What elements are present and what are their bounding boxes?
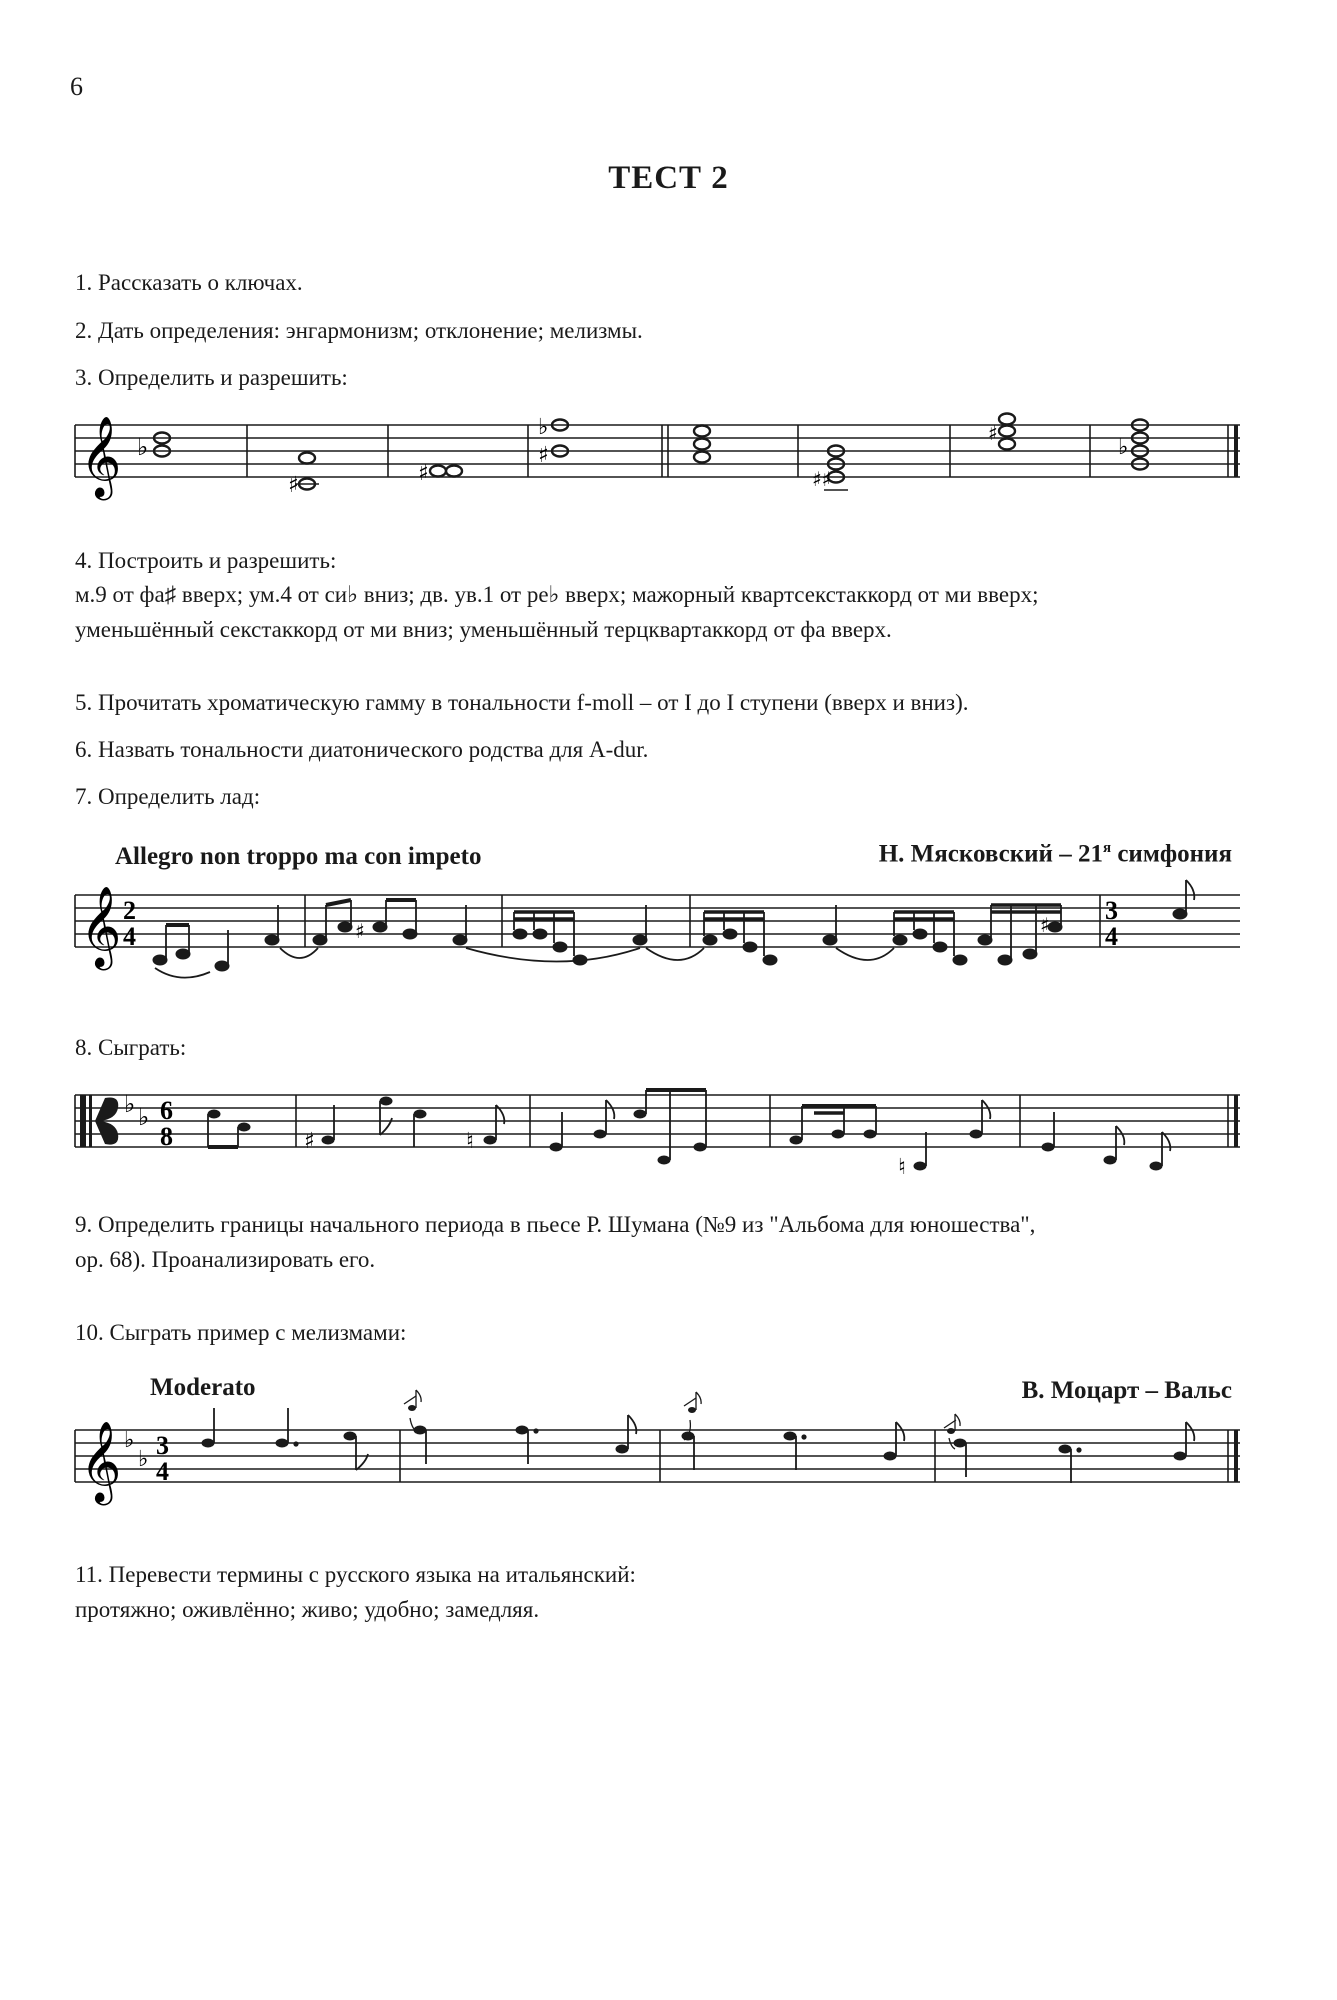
time-sig-bottom: 4: [156, 1457, 169, 1486]
task-6: 6. Назвать тональности диатонического родства для A-dur.: [75, 737, 649, 762]
svg-text:♭: ♭: [137, 433, 149, 461]
time-sig-top: 3: [156, 1431, 169, 1460]
task-4-heading: 4. Построить и разрешить:: [75, 548, 337, 573]
svg-text:♭: ♭: [138, 1447, 149, 1472]
svg-text:♮: ♮: [466, 1129, 474, 1154]
svg-text:♭: ♭: [124, 1428, 135, 1453]
page-title: ТЕСТ 2: [608, 160, 729, 196]
credit-sup: я: [1102, 840, 1112, 856]
task-2: 2. Дать определения: энгармонизм; отклонение; мелизмы.: [75, 318, 643, 343]
svg-text:♭: ♭: [138, 1103, 150, 1131]
svg-text:♯: ♯: [538, 443, 549, 468]
time-sig-bottom: 8: [160, 1122, 173, 1151]
svg-text:♯: ♯: [355, 919, 365, 943]
svg-text:♮: ♮: [898, 1155, 906, 1180]
composer-credit-ex10: В. Моцарт – Вальс: [1021, 1377, 1232, 1404]
svg-text:♯: ♯: [988, 421, 998, 445]
task-3: 3. Определить и разрешить:: [75, 365, 348, 390]
tempo-marking-ex10: Moderato: [150, 1374, 256, 1401]
task-4-line-2: уменьшённый секстаккорд от ми вниз; уменьшённый терцквартаккорд от фа вверх.: [75, 617, 892, 642]
tempo-marking-ex7: Allegro non troppo ma con impeto: [115, 843, 482, 870]
task-9-line-2: ор. 68). Проанализировать его.: [75, 1247, 376, 1272]
credit-main: Н. Мясковский – 21: [878, 840, 1103, 868]
svg-text:𝄞: 𝄞: [80, 1420, 122, 1502]
time-sig-bottom: 4: [123, 922, 136, 951]
credit-tail: симфония: [1111, 840, 1232, 868]
time-sig-top: 6: [160, 1096, 173, 1125]
time-sig-end-bottom: 4: [1105, 922, 1118, 951]
task-10: 10. Сыграть пример с мелизмами:: [75, 1320, 407, 1345]
task-5: 5. Прочитать хроматическую гамму в тональности f-moll – от I до I ступени (вверх и вниз).: [75, 690, 969, 715]
task-9-line-1: 9. Определить границы начального периода в пьесе Р. Шумана (№9 из "Альбома для юношества",: [75, 1212, 1036, 1237]
svg-text:♯: ♯: [418, 461, 429, 486]
svg-text:♯: ♯: [304, 1129, 315, 1154]
task-11-line-2: протяжно; оживлённо; живо; удобно; замедляя.: [75, 1597, 540, 1622]
svg-text:♭: ♭: [538, 415, 549, 440]
task-11-line-1: 11. Перевести термины с русского языка на итальянский:: [75, 1562, 636, 1587]
svg-text:♭: ♭: [1118, 435, 1129, 460]
task-1: 1. Рассказать о ключах.: [75, 270, 303, 295]
svg-text:𝄞: 𝄞: [80, 885, 122, 967]
time-sig-end-top: 3: [1105, 896, 1118, 925]
svg-text:♭: ♭: [124, 1090, 136, 1118]
task-4-line-1: м.9 от фа♯ вверх; ум.4 от си♭ вниз; дв. ув.1 от ре♭ вверх; мажорный квартсекстаккорд от ми вверх;: [75, 582, 1039, 607]
treble-clef-icon: 𝄞: [80, 415, 122, 497]
svg-text:♯♯: ♯♯: [812, 467, 832, 491]
time-sig-top: 2: [123, 896, 136, 925]
svg-text:♯: ♯: [288, 473, 299, 498]
page-number: 6: [70, 72, 83, 101]
task-8: 8. Сыграть:: [75, 1035, 187, 1060]
task-7: 7. Определить лад:: [75, 784, 261, 809]
svg-text:♯: ♯: [1040, 913, 1050, 937]
